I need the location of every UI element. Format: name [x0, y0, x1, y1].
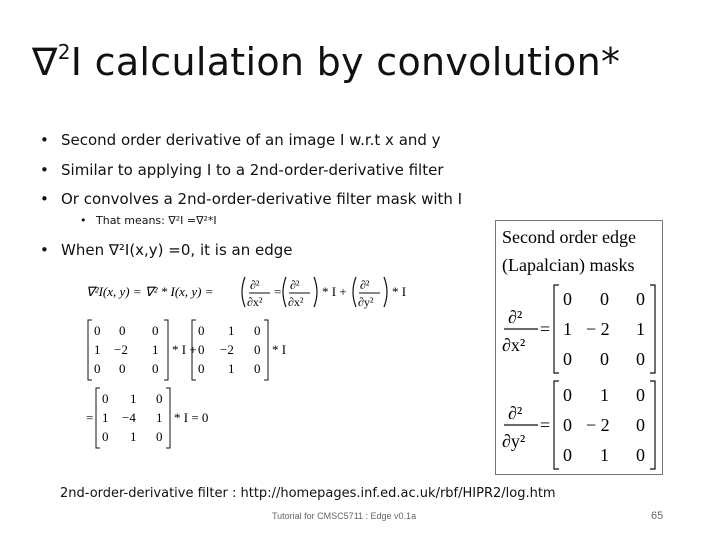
fraction-denominator: ∂x²: [288, 295, 304, 309]
matrix-cell: 1: [228, 323, 235, 338]
matrix-cell: 1: [102, 410, 109, 425]
op-star-i: * I: [272, 342, 287, 357]
matrix-cell: 0: [254, 342, 261, 357]
matrix-bracket-left: [88, 320, 92, 380]
matrix-cell: 0: [119, 361, 126, 376]
fraction-denominator: ∂x²: [502, 335, 526, 355]
op-equals: =: [540, 319, 551, 339]
mask-sum-matrix: [96, 388, 170, 448]
matrix-bracket-right: [650, 285, 655, 373]
sub-bullet-text: That means: ∇²I =∇²*I: [96, 214, 217, 227]
bullet-item: [40, 131, 441, 149]
matrix-cell: 1: [563, 319, 572, 339]
fraction-numerator: ∂²: [360, 278, 370, 292]
matrix-cell: 1: [600, 385, 609, 405]
slide-title: [32, 40, 620, 84]
paren-left: [242, 277, 245, 307]
matrix-cell: 0: [102, 429, 109, 444]
matrix-cell: 1: [156, 410, 163, 425]
footnote-link-text: 2nd-order-derivative filter : http://homepages.inf.ed.ac.uk/rbf/HIPR2/log.htm: [60, 486, 556, 501]
bullet-item: [40, 161, 444, 179]
matrix-cell: 1: [636, 319, 645, 339]
matrix-cell: −2: [114, 342, 128, 357]
matrix-cell: 0: [600, 349, 609, 369]
paren-left: [283, 277, 286, 307]
matrix-cell: 0: [636, 445, 645, 465]
fraction-numerator: ∂²: [508, 307, 523, 327]
paren-right: [384, 277, 387, 307]
op-equals: =: [540, 415, 551, 435]
matrix-bracket-right: [164, 320, 168, 380]
matrix-cell: 0: [636, 415, 645, 435]
matrix-cell: 0: [254, 361, 261, 376]
matrix-cell: 1: [130, 391, 137, 406]
matrix-cell: −2: [220, 342, 234, 357]
matrix-bracket-right: [264, 320, 268, 380]
matrix-bracket-left: [554, 381, 559, 469]
matrix-cell: −4: [122, 410, 136, 425]
paren-right: [314, 277, 317, 307]
mask-x-matrix: [88, 320, 168, 380]
matrix-cell: 0: [636, 289, 645, 309]
op-equals: =: [274, 284, 282, 299]
laplacian-masks-figure: [495, 220, 663, 475]
matrix-cell: 0: [119, 323, 126, 338]
bullet-item: [40, 241, 293, 259]
op-star-i-plus: * I +: [172, 342, 197, 357]
fraction-numerator: ∂²: [250, 278, 260, 292]
matrix-cell: − 2: [586, 319, 610, 339]
bullet-item: [40, 190, 462, 208]
title-superscript: 2: [57, 40, 71, 64]
mask-heading-line1: Second order edge: [502, 227, 636, 247]
op-star-i-plus: * I +: [322, 284, 347, 299]
paren-left: [353, 277, 356, 307]
matrix-cell: 0: [563, 349, 572, 369]
matrix-cell: 0: [198, 361, 205, 376]
page-number: 65: [651, 510, 664, 522]
matrix-cell: 1: [600, 445, 609, 465]
fraction-denominator: ∂y²: [502, 431, 526, 451]
matrix-cell: 0: [156, 391, 163, 406]
matrix-cell: − 2: [586, 415, 610, 435]
matrix-bracket-right: [166, 388, 170, 448]
matrix-cell: 1: [152, 342, 159, 357]
matrix-cell: 1: [228, 361, 235, 376]
bullet-text: Second order derivative of an image I w.r.t x and y: [61, 131, 441, 149]
matrix-cell: 0: [636, 385, 645, 405]
matrix-cell: 0: [563, 385, 572, 405]
matrix-cell: 0: [563, 445, 572, 465]
matrix-bracket-left: [96, 388, 100, 448]
fraction-numerator: ∂²: [508, 403, 523, 423]
matrix-cell: 1: [130, 429, 137, 444]
matrix-cell: 1: [94, 342, 101, 357]
title-text: I calculation by convolution*: [70, 40, 621, 84]
matrix-cell: 0: [94, 361, 101, 376]
matrix-cell: 0: [563, 415, 572, 435]
fraction-denominator: ∂x²: [247, 295, 263, 309]
bullet-text: Similar to applying I to a 2nd-order-derivative filter: [61, 161, 444, 179]
matrix-cell: 0: [94, 323, 101, 338]
fraction-numerator: ∂²: [290, 278, 300, 292]
bullet-text: When ∇²I(x,y) =0, it is an edge: [61, 241, 293, 259]
matrix-cell: 0: [563, 289, 572, 309]
matrix-cell: 0: [198, 342, 205, 357]
slide-footer: Tutorial for CMSC5711 : Edge v0.1a: [272, 511, 417, 521]
matrix-cell: 0: [102, 391, 109, 406]
matrix-cell: 0: [600, 289, 609, 309]
sub-bullet-item: [80, 214, 217, 227]
matrix-cell: 0: [254, 323, 261, 338]
matrix-cell: 0: [636, 349, 645, 369]
matrix-cell: 0: [152, 361, 159, 376]
mask-y-matrix: [192, 320, 268, 380]
equation-lhs: ∇²I(x, y) = ∇² * I(x, y) =: [86, 284, 214, 299]
fraction-denominator: ∂y²: [358, 295, 374, 309]
matrix-cell: 0: [152, 323, 159, 338]
op-star-i-equals-zero: * I = 0: [174, 410, 209, 425]
laplacian-equation-figure: [84, 272, 454, 452]
matrix-cell: 0: [198, 323, 205, 338]
bullet-text: Or convolves a 2nd-order-derivative filter mask with I: [61, 190, 463, 208]
laplacian-masks-svg: [496, 221, 662, 474]
mask-heading-line2: (Lapalcian) masks: [502, 255, 635, 275]
matrix-bracket-right: [650, 381, 655, 469]
op-equals: =: [86, 410, 94, 425]
op-star-i: * I: [392, 284, 407, 299]
matrix-bracket-left: [554, 285, 559, 373]
matrix-cell: 0: [156, 429, 163, 444]
nabla-symbol: ∇: [32, 40, 58, 84]
